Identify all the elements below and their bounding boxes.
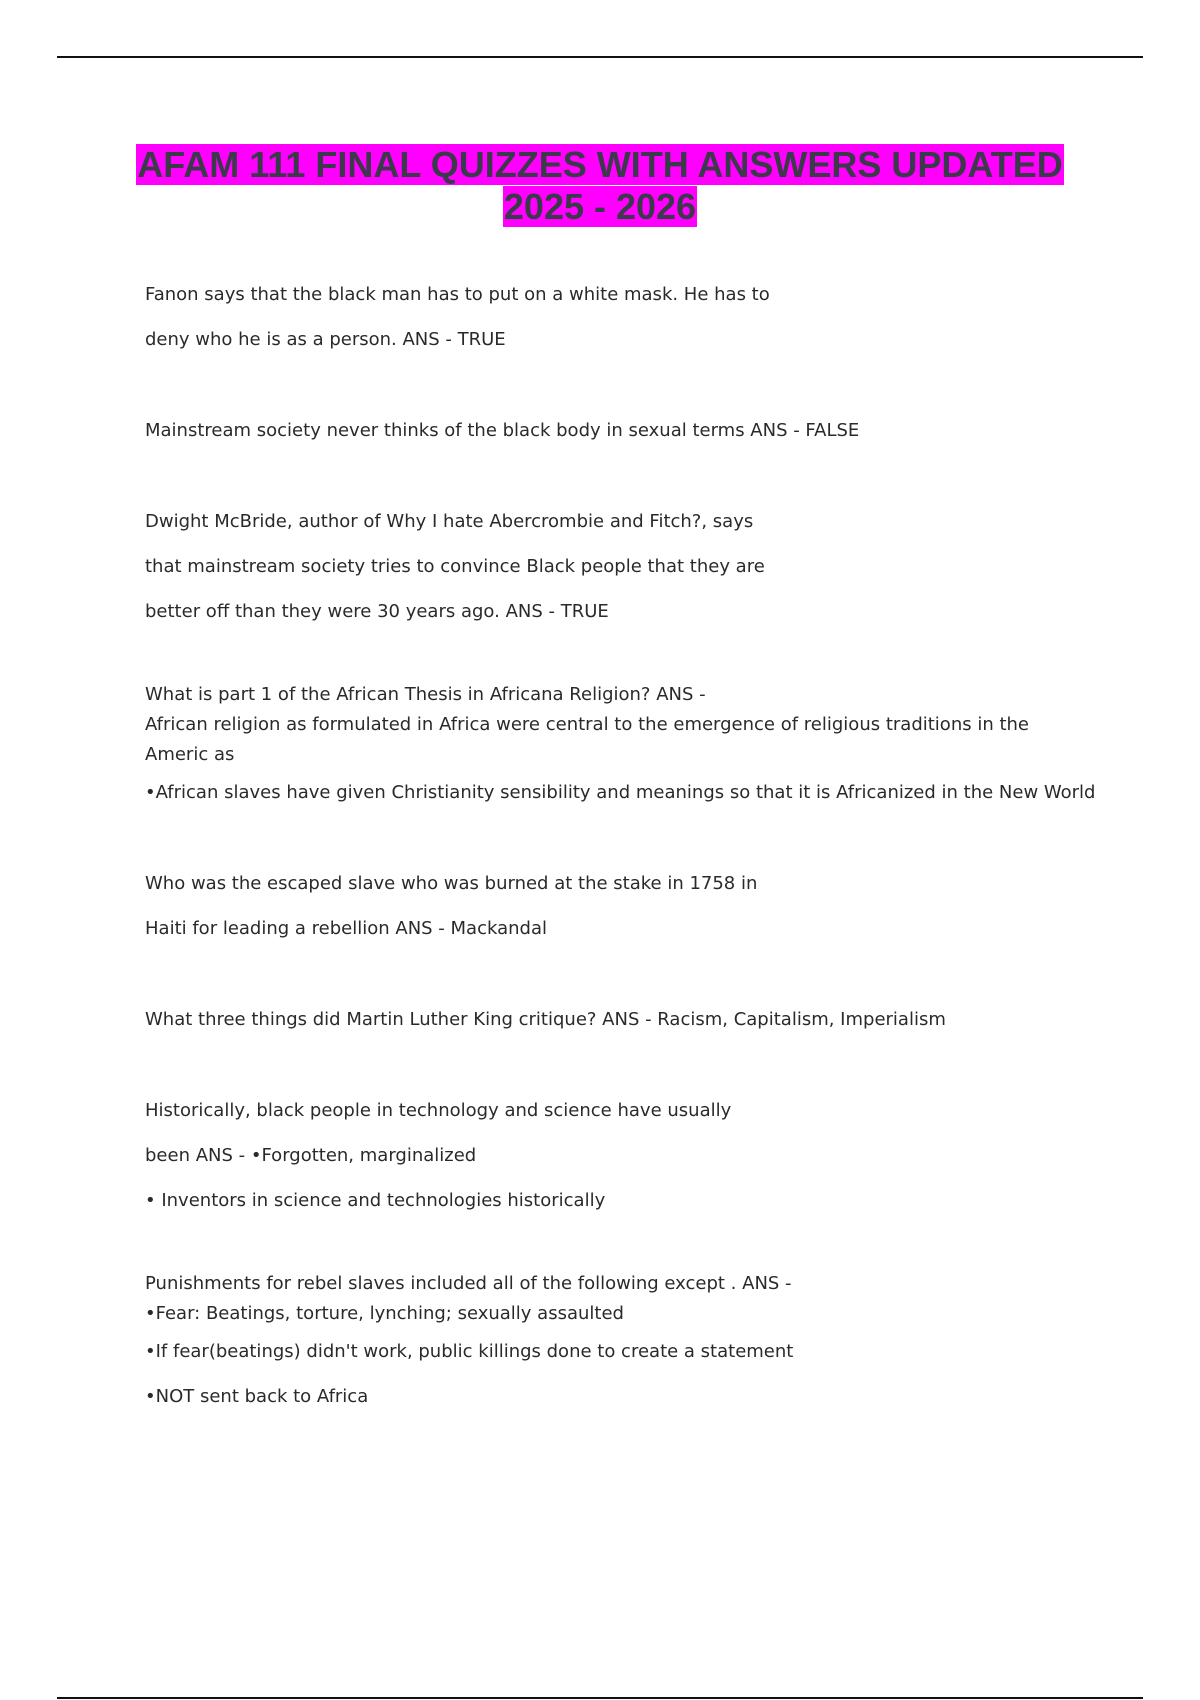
qa-line: Historically, black people in technology and science have usually: [145, 1100, 732, 1121]
qa-line: Dwight McBride, author of Why I hate Abercrombie and Fitch?, says: [145, 511, 754, 532]
qa-line: • Inventors in science and technologies historically: [145, 1190, 606, 1211]
qa-line: What is part 1 of the African Thesis in Africana Religion? ANS -: [145, 684, 706, 705]
top-rule: [57, 56, 1143, 58]
title-line-1: AFAM 111 FINAL QUIZZES WITH ANSWERS UPDATED: [137, 144, 1063, 185]
qa-line: that mainstream society tries to convince Black people that they are: [145, 556, 765, 577]
title-line-2: 2025 - 2026: [503, 186, 697, 227]
qa-item: [145, 1088, 1095, 1223]
page-title: [0, 144, 1200, 228]
qa-line: been ANS - •Forgotten, marginalized: [145, 1145, 477, 1166]
qa-line: Mainstream society never thinks of the black body in sexual terms ANS - FALSE: [145, 420, 860, 441]
qa-line: Punishments for rebel slaves included all of the following except . ANS -: [145, 1273, 792, 1294]
qa-item: [145, 861, 1095, 951]
bottom-rule: [57, 1697, 1143, 1699]
qa-line: deny who he is as a person. ANS - TRUE: [145, 329, 506, 350]
qa-item: [145, 499, 1095, 634]
qa-item: [145, 408, 1095, 453]
qa-line: Fanon says that the black man has to put on a white mask. He has to: [145, 284, 770, 305]
qa-line: •NOT sent back to Africa: [145, 1386, 369, 1407]
qa-line: What three things did Martin Luther King critique? ANS - Racism, Capitalism, Imperialism: [145, 1009, 946, 1030]
qa-line: African religion as formulated in Africa were central to the emergence of religious traditions in the Americ as: [145, 714, 1029, 765]
qa-line: •Fear: Beatings, torture, lynching; sexually assaulted: [145, 1303, 624, 1324]
qa-list: [145, 272, 1095, 1465]
qa-line: Who was the escaped slave who was burned at the stake in 1758 in: [145, 873, 758, 894]
qa-line: better off than they were 30 years ago. ANS - TRUE: [145, 601, 609, 622]
qa-item: [145, 680, 1095, 815]
qa-line: •African slaves have given Christianity sensibility and meanings so that it is Africanized in the New World: [145, 782, 1096, 803]
qa-item: [145, 1269, 1095, 1419]
qa-item: [145, 997, 1095, 1042]
qa-item: [145, 272, 1095, 362]
qa-line: Haiti for leading a rebellion ANS - Mackandal: [145, 918, 547, 939]
qa-line: •If fear(beatings) didn't work, public killings done to create a statement: [145, 1341, 794, 1362]
